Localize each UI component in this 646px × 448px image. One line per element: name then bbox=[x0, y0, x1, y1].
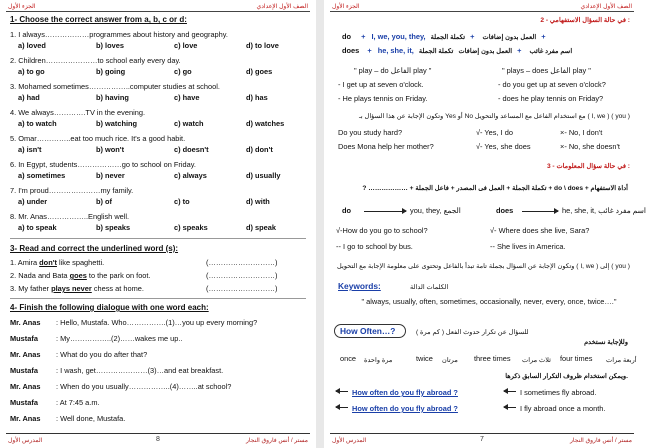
section-info-question: 3 - في حالة سؤال المعلومات : bbox=[546, 163, 630, 170]
option-b: b) having bbox=[96, 93, 129, 102]
times-once-ar: مرة واحدة bbox=[364, 357, 393, 364]
wh-example-2: √- Where does she live, Sara? bbox=[490, 226, 590, 235]
yn-answer-yes-1: √- Yes, I do bbox=[476, 128, 513, 137]
yn-answer-yes-2: √- Yes, she does bbox=[476, 142, 531, 151]
times-four-ar: أربعة مرات bbox=[606, 357, 637, 364]
option-b: b) speaks bbox=[96, 223, 131, 232]
dialogue-line: : Well done, Mustafa. bbox=[56, 414, 126, 423]
speaker-name: Mr. Anas bbox=[10, 382, 41, 391]
footer-teacher: مستر / أنس فاروق النجار bbox=[245, 438, 308, 444]
question-text: 2. Children…………………to school early every day. bbox=[10, 56, 181, 65]
footer-left: المدرس الأول bbox=[332, 438, 367, 444]
divider bbox=[10, 238, 306, 239]
wh-do-subjects: you, they, الجمع bbox=[410, 206, 461, 215]
yn-question-1: Do you study hard? bbox=[338, 128, 403, 137]
header-grade: الصف الأول الإعدادي bbox=[580, 4, 632, 10]
answer-blank[interactable]: (………………………) bbox=[206, 271, 278, 280]
how-often-sub: وللإجابة نستخدم bbox=[584, 339, 628, 346]
option-b: b) watching bbox=[96, 119, 138, 128]
example-question-2: - does he play tennis on Friday? bbox=[498, 94, 604, 103]
section-title-correct: 3- Read and correct the underlined word (s): bbox=[10, 244, 179, 253]
dialogue-line: : When do you usually……………..(4)……..at school? bbox=[56, 382, 232, 391]
option-a: a) to go bbox=[18, 67, 45, 76]
question-text: 5. Omar…………..eat too much rice. It's a good habit. bbox=[10, 134, 186, 143]
page-gutter bbox=[316, 0, 324, 448]
speaker-name: Mr. Anas bbox=[10, 350, 41, 359]
option-c: c) doesn't bbox=[174, 145, 209, 154]
speaker-name: Mr. Anas bbox=[10, 414, 41, 423]
option-d: d) with bbox=[246, 197, 270, 206]
how-often-meaning: ( كم مرة ) للسؤال عن تكرار حدوث الفعل bbox=[416, 329, 529, 336]
option-a: a) sometimes bbox=[18, 171, 66, 180]
option-d: d) speak bbox=[246, 223, 276, 232]
how-often-a2: I fly abroad once a month. bbox=[504, 404, 605, 413]
option-d: d) goes bbox=[246, 67, 273, 76]
header-part: الجزء الأول bbox=[332, 4, 360, 10]
dialogue-line: : Hello, Mustafa. Who…………….(1)…you up every morning? bbox=[56, 318, 258, 327]
times-once: once bbox=[340, 354, 357, 363]
header-divider bbox=[330, 11, 634, 12]
footer-teacher: مستر / أنس فاروق النجار bbox=[569, 438, 632, 444]
page-number: 8 bbox=[156, 436, 160, 443]
arrow-does bbox=[522, 211, 558, 212]
page-footer bbox=[330, 433, 634, 445]
option-c: c) love bbox=[174, 41, 198, 50]
speaker-name: Mr. Anas bbox=[10, 318, 41, 327]
how-often-q2: How often do you fly abroad ? bbox=[336, 404, 458, 413]
section-title-choose: 1- Choose the correct answer from a, b, c or d: bbox=[10, 15, 187, 24]
speaker-name: Mustafa bbox=[10, 334, 38, 343]
dialogue-line: : I wash, get…………………(3)…and eat breakfast. bbox=[56, 366, 224, 375]
option-c: c) always bbox=[174, 171, 207, 180]
option-b: b) never bbox=[96, 171, 125, 180]
page-left bbox=[0, 0, 316, 448]
dialogue-line: : What do you do after that? bbox=[56, 350, 148, 359]
option-a: a) isn't bbox=[18, 145, 42, 154]
times-twice-ar: مرتان bbox=[442, 357, 458, 364]
option-a: a) loved bbox=[18, 41, 46, 50]
wh-answer-1: -- I go to school by bus. bbox=[336, 242, 413, 251]
option-c: c) have bbox=[174, 93, 200, 102]
option-d: d) has bbox=[246, 93, 268, 102]
option-a: a) under bbox=[18, 197, 48, 206]
section-title-dialogue: 4- Finish the following dialogue with one word each: bbox=[10, 303, 209, 312]
answer-blank[interactable]: (………………………) bbox=[206, 284, 278, 293]
wh-example-1: √-How do you go to school? bbox=[336, 226, 428, 235]
page-number: 7 bbox=[480, 436, 484, 443]
keywords-label: Keywords: bbox=[338, 281, 381, 291]
option-c: c) go bbox=[174, 67, 192, 76]
times-three: three times bbox=[474, 354, 511, 363]
option-c: c) speaks bbox=[174, 223, 208, 232]
wh-answer-2: -- She lives in America. bbox=[490, 242, 566, 251]
wh-does-label: does bbox=[496, 206, 514, 215]
times-three-ar: ثلاث مرات bbox=[522, 357, 552, 364]
formula-does: does + he, she, it, اسم مفرد غائب + العمل بدون إضافات تكملة الجملة bbox=[342, 46, 573, 55]
question-text: 3. Mohamed sometimes……………..computer studies at school. bbox=[10, 82, 220, 91]
option-a: a) to watch bbox=[18, 119, 57, 128]
option-d: d) watches bbox=[246, 119, 285, 128]
option-b: b) of bbox=[96, 197, 113, 206]
correction-item: 1. Amira don't like spaghetti. bbox=[10, 258, 105, 267]
header-part: الجزء الأول bbox=[8, 4, 36, 10]
option-b: b) going bbox=[96, 67, 126, 76]
example-pattern-b: " plays – does الفاعل play " bbox=[502, 66, 591, 75]
question-text: 6. In Egypt, students………………go to school on Friday. bbox=[10, 160, 196, 169]
speaker-name: Mustafa bbox=[10, 398, 38, 407]
correction-item: 2. Nada and Bata goes to the park on foot. bbox=[10, 271, 151, 280]
underlined-word: plays never bbox=[51, 284, 92, 293]
question-text: 1. I always………………programmes about history and geography. bbox=[10, 30, 228, 39]
question-text: 8. Mr. Anas……………..English well. bbox=[10, 212, 130, 221]
option-b: b) loves bbox=[96, 41, 124, 50]
question-text: 7. I'm proud…………………my family. bbox=[10, 186, 134, 195]
option-d: d) usually bbox=[246, 171, 281, 180]
option-b: b) won't bbox=[96, 145, 125, 154]
option-c: c) watch bbox=[174, 119, 204, 128]
option-d: d) don't bbox=[246, 145, 273, 154]
speaker-name: Mustafa bbox=[10, 366, 38, 375]
option-d: d) to love bbox=[246, 41, 279, 50]
formula-do: do + I, we, you, they, العمل بدون إضافات + تكملة الجملة + bbox=[342, 32, 546, 41]
arrow-do bbox=[364, 211, 406, 212]
yn-answer-no-2: ×- No, she doesn't bbox=[560, 142, 620, 151]
option-a: a) to speak bbox=[18, 223, 57, 232]
section-question-form: 2 - في حالة السؤال الاستفهامي : bbox=[540, 17, 630, 24]
page-right bbox=[324, 0, 646, 448]
times-twice: twice bbox=[416, 354, 433, 363]
page-footer bbox=[6, 433, 310, 445]
example-question-1: - do you get up at seven o'clock? bbox=[498, 80, 606, 89]
answer-blank[interactable]: (………………………) bbox=[206, 258, 278, 267]
example-statement-2: - He plays tennis on Friday. bbox=[338, 94, 428, 103]
keywords-arabic: الكلمات الدالة bbox=[410, 284, 449, 291]
option-a: a) had bbox=[18, 93, 40, 102]
footer-left: المدرس الأول bbox=[8, 438, 43, 444]
example-statement-1: - I get up at seven o'clock. bbox=[338, 80, 424, 89]
question-text: 4. We always………….TV in the evening. bbox=[10, 108, 146, 117]
yn-question-2: Does Mona help her mother? bbox=[338, 142, 434, 151]
divider bbox=[10, 298, 306, 299]
dialogue-line: : My……………..(2)……wakes me up.. bbox=[56, 334, 183, 343]
note-yes-no: وتكون الإجابة عن هذا السؤال بـ Yes أو No مع استخدام الفاعل مع المساعد والتحويل ( I, we ) ( you ) bbox=[358, 113, 630, 120]
how-often-label: How Often…? bbox=[340, 326, 396, 336]
keywords-list: " always, usually, often, sometimes, occasionally, never, every, once, twice…." bbox=[361, 297, 617, 306]
example-pattern-a: " play – do الفاعل play " bbox=[354, 66, 432, 75]
option-c: c) to bbox=[174, 197, 190, 206]
yn-answer-no-1: ×- No, I don't bbox=[560, 128, 603, 137]
how-often-q1: How often do you fly abroad ? bbox=[336, 388, 458, 397]
underlined-word: don't bbox=[39, 258, 57, 267]
header-grade: الصف الأول الإعدادي bbox=[256, 4, 308, 10]
wh-do-label: do bbox=[342, 206, 352, 215]
dialogue-line: : At 7:45 a.m. bbox=[56, 398, 100, 407]
correction-item: 3. My father plays never chess at home. bbox=[10, 284, 144, 293]
wh-does-subjects: he, she, it, اسم مفرد غائب bbox=[562, 206, 646, 215]
note-full-answer: وتكون الإجابة عن السؤال بجملة تامة تبدأ بالفاعل وتحتوى على معلومة الإجابة مع التحويل ( I, we ) إلى ( you ) bbox=[336, 263, 630, 270]
times-four: four times bbox=[560, 354, 593, 363]
header-divider bbox=[6, 11, 310, 12]
how-often-a1: I sometimes fly abroad. bbox=[504, 388, 596, 397]
formula-wh: ? ……………… + تكملة الجملة + العمل فى المصدر + فاعل الجملة + do \ does + أداة الاستفهام bbox=[362, 185, 628, 192]
underlined-word: goes bbox=[69, 271, 87, 280]
note-adverbs: ويمكن استخدام ظروف التكرار السابق ذكرها. bbox=[505, 373, 628, 380]
